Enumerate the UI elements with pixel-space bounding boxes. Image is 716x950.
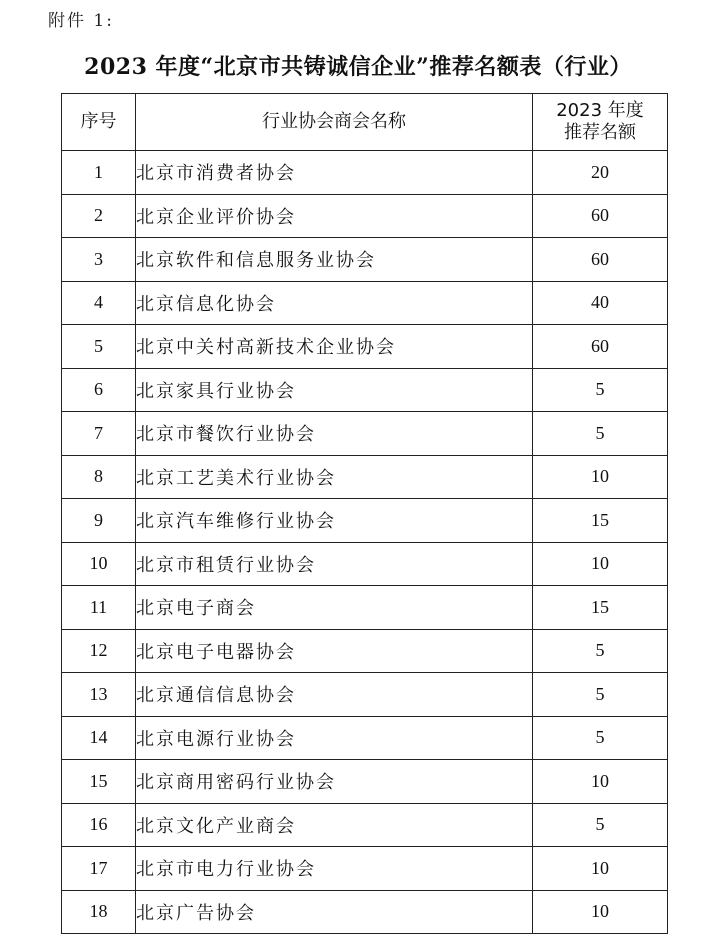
row-quota: 10 [533, 760, 668, 804]
row-seq: 14 [62, 716, 136, 760]
row-seq: 17 [62, 847, 136, 891]
row-seq: 13 [62, 673, 136, 717]
table-row [62, 499, 668, 543]
row-name: 北京文化产业商会 [136, 803, 533, 847]
table-row [62, 412, 668, 456]
row-seq: 9 [62, 499, 136, 543]
table-row [62, 151, 668, 195]
table-header-row [62, 94, 668, 151]
row-quota: 60 [533, 325, 668, 369]
table-row [62, 238, 668, 282]
row-name: 北京商用密码行业协会 [136, 760, 533, 804]
row-seq: 4 [62, 281, 136, 325]
row-quota: 10 [533, 542, 668, 586]
row-name: 北京市消费者协会 [136, 151, 533, 195]
table-row [62, 629, 668, 673]
row-seq: 6 [62, 368, 136, 412]
row-quota: 15 [533, 586, 668, 630]
row-quota: 10 [533, 847, 668, 891]
row-quota: 5 [533, 803, 668, 847]
quota-table [61, 93, 668, 934]
table-row [62, 194, 668, 238]
row-seq: 2 [62, 194, 136, 238]
table-row [62, 368, 668, 412]
row-name: 北京中关村高新技术企业协会 [136, 325, 533, 369]
table-row [62, 760, 668, 804]
row-quota: 20 [533, 151, 668, 195]
row-seq: 11 [62, 586, 136, 630]
table-row [62, 847, 668, 891]
table-row [62, 716, 668, 760]
row-name: 北京电子电器协会 [136, 629, 533, 673]
row-name: 北京市租赁行业协会 [136, 542, 533, 586]
row-name: 北京工艺美术行业协会 [136, 455, 533, 499]
row-name: 北京电子商会 [136, 586, 533, 630]
row-quota: 5 [533, 673, 668, 717]
header-quota [533, 94, 668, 151]
table-row [62, 281, 668, 325]
row-name: 北京汽车维修行业协会 [136, 499, 533, 543]
table-row [62, 455, 668, 499]
row-quota: 5 [533, 368, 668, 412]
table-row [62, 586, 668, 630]
row-seq: 7 [62, 412, 136, 456]
header-seq: 序号 [62, 94, 136, 151]
row-name: 北京家具行业协会 [136, 368, 533, 412]
table-row [62, 803, 668, 847]
row-seq: 18 [62, 890, 136, 934]
table-row [62, 325, 668, 369]
row-seq: 16 [62, 803, 136, 847]
row-seq: 10 [62, 542, 136, 586]
row-quota: 5 [533, 716, 668, 760]
row-name: 北京市电力行业协会 [136, 847, 533, 891]
row-quota: 60 [533, 194, 668, 238]
row-quota: 10 [533, 455, 668, 499]
table-row [62, 542, 668, 586]
table-body [62, 151, 668, 934]
row-seq: 1 [62, 151, 136, 195]
row-quota: 60 [533, 238, 668, 282]
row-name: 北京企业评价协会 [136, 194, 533, 238]
row-quota: 15 [533, 499, 668, 543]
row-seq: 5 [62, 325, 136, 369]
header-quota-line2: 推荐名额 [564, 122, 636, 143]
row-name: 北京电源行业协会 [136, 716, 533, 760]
table-row [62, 673, 668, 717]
row-quota: 5 [533, 412, 668, 456]
row-seq: 12 [62, 629, 136, 673]
row-quota: 10 [533, 890, 668, 934]
row-quota: 5 [533, 629, 668, 673]
row-name: 北京市餐饮行业协会 [136, 412, 533, 456]
row-seq: 8 [62, 455, 136, 499]
table-row [62, 890, 668, 934]
row-seq: 15 [62, 760, 136, 804]
header-name: 行业协会商会名称 [136, 94, 533, 151]
row-name: 北京广告协会 [136, 890, 533, 934]
attachment-label: 附件 1: [48, 11, 114, 31]
row-name: 北京信息化协会 [136, 281, 533, 325]
row-seq: 3 [62, 238, 136, 282]
row-quota: 40 [533, 281, 668, 325]
row-name: 北京软件和信息服务业协会 [136, 238, 533, 282]
header-quota-line1: 2023 年度 [556, 100, 644, 121]
page-title: 2023 年度“北京市共铸诚信企业”推荐名额表（行业） [84, 54, 632, 80]
row-name: 北京通信信息协会 [136, 673, 533, 717]
